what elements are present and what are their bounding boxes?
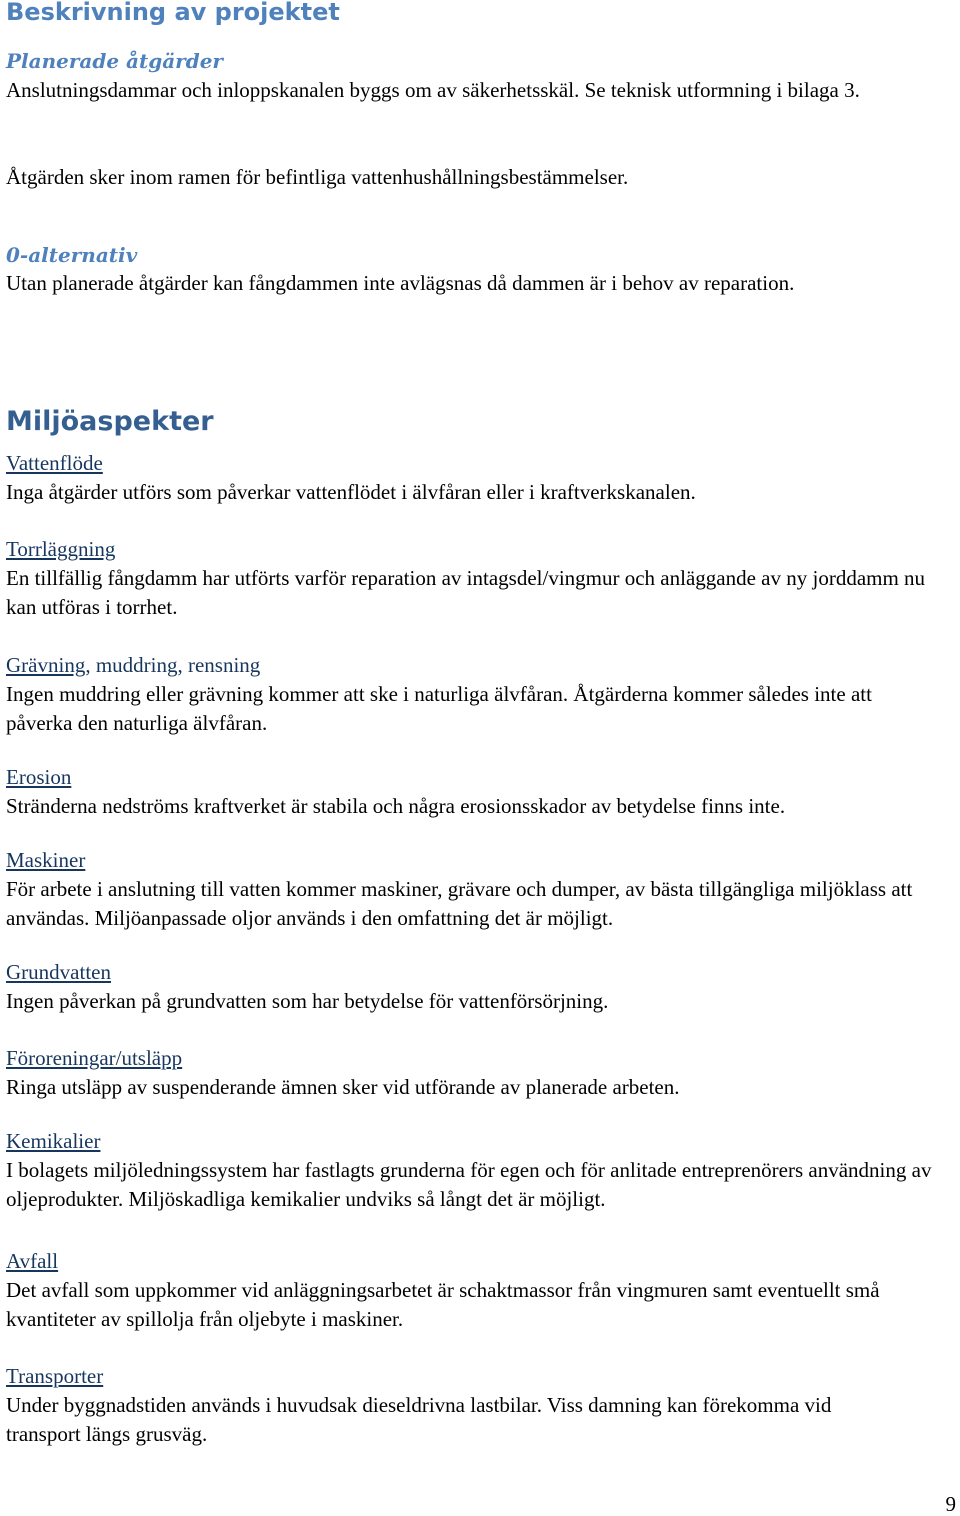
planned-paragraph-2: Åtgärden sker inom ramen för befintliga vattenhushållningsbestämmelser.: [6, 165, 629, 189]
section-title: Transporter: [6, 1364, 104, 1388]
zero-alternative-paragraph: Utan planerade åtgärder kan fångdammen inte avlägsnas då dammen är i behov av reparation.: [6, 271, 795, 295]
heading-environmental-aspects: Miljöaspekter: [6, 406, 214, 437]
section-text: Ingen påverkan på grundvatten som har betydelse för vattenförsörjning.: [6, 989, 609, 1013]
section-title: Grävning, muddring, rensning: [6, 653, 261, 677]
section-title: Torrläggning: [6, 537, 116, 561]
planned-paragraph-1: Anslutningsdammar och inloppskanalen byggs om av säkerhetsskäl. Se teknisk utformning i bilaga 3.: [6, 78, 860, 102]
section-title: Föroreningar/utsläpp: [6, 1046, 183, 1070]
section-text: För arbete i anslutning till vatten kommer maskiner, grävare och dumper, av bästa tillgängliga miljöklass att användas. Miljöanpassade oljor används i den omfattning det är möjligt.: [6, 877, 913, 930]
section-kemikalier: [6, 1127, 958, 1214]
section-text: En tillfällig fångdamm har utförts varför reparation av intagsdel/vingmur och anläggande av ny jorddamm nu kan utföras i torrhet.: [6, 566, 926, 619]
section-avfall: [6, 1247, 906, 1334]
section-title: Vattenflöde: [6, 451, 103, 475]
section-transporter: [6, 1362, 876, 1449]
section-fororeningar: [6, 1044, 958, 1102]
section-title: Avfall: [6, 1249, 59, 1273]
heading-project-description: Beskrivning av projektet: [6, 0, 340, 26]
section-text: Stränderna nedströms kraftverket är stabila och några erosionsskador av betydelse finns inte.: [6, 794, 786, 818]
section-title: Erosion: [6, 765, 72, 789]
heading-planned-measures: Planerade åtgärder: [6, 49, 223, 73]
section-erosion: [6, 763, 958, 821]
section-text: I bolagets miljöledningssystem har fastlagts grunderna för egen och för anlitade entreprenörers användning av oljeprodukter. Miljöskadliga kemikalier undviks så långt det är möjligt.: [6, 1158, 932, 1211]
heading-zero-alternative: 0-alternativ: [6, 243, 138, 267]
section-maskiner: [6, 846, 958, 933]
section-text: Under byggnadstiden används i huvudsak dieseldrivna lastbilar. Viss damning kan förekomma vid transport längs grusväg.: [6, 1393, 832, 1446]
section-title: Kemikalier: [6, 1129, 101, 1153]
page-number: 9: [945, 1492, 956, 1516]
section-text: Inga åtgärder utförs som påverkar vattenflödet i älvfåran eller i kraftverkskanalen.: [6, 480, 696, 504]
section-title: Maskiner: [6, 848, 86, 872]
section-vattenflode: [6, 449, 958, 507]
section-torrlaggning: [6, 535, 958, 622]
section-text: Det avfall som uppkommer vid anläggningsarbetet är schaktmassor från vingmuren samt eventuellt små kvantiteter av spillolja från oljebyte i maskiner.: [6, 1278, 880, 1331]
section-gravning: [6, 651, 906, 738]
section-grundvatten: [6, 958, 958, 1016]
section-title: Grundvatten: [6, 960, 111, 984]
section-text: Ringa utsläpp av suspenderande ämnen sker vid utförande av planerade arbeten.: [6, 1075, 680, 1099]
section-text: Ingen muddring eller grävning kommer att ske i naturliga älvfåran. Åtgärderna kommer således inte att påverka den naturliga älvfåran.: [6, 682, 872, 735]
